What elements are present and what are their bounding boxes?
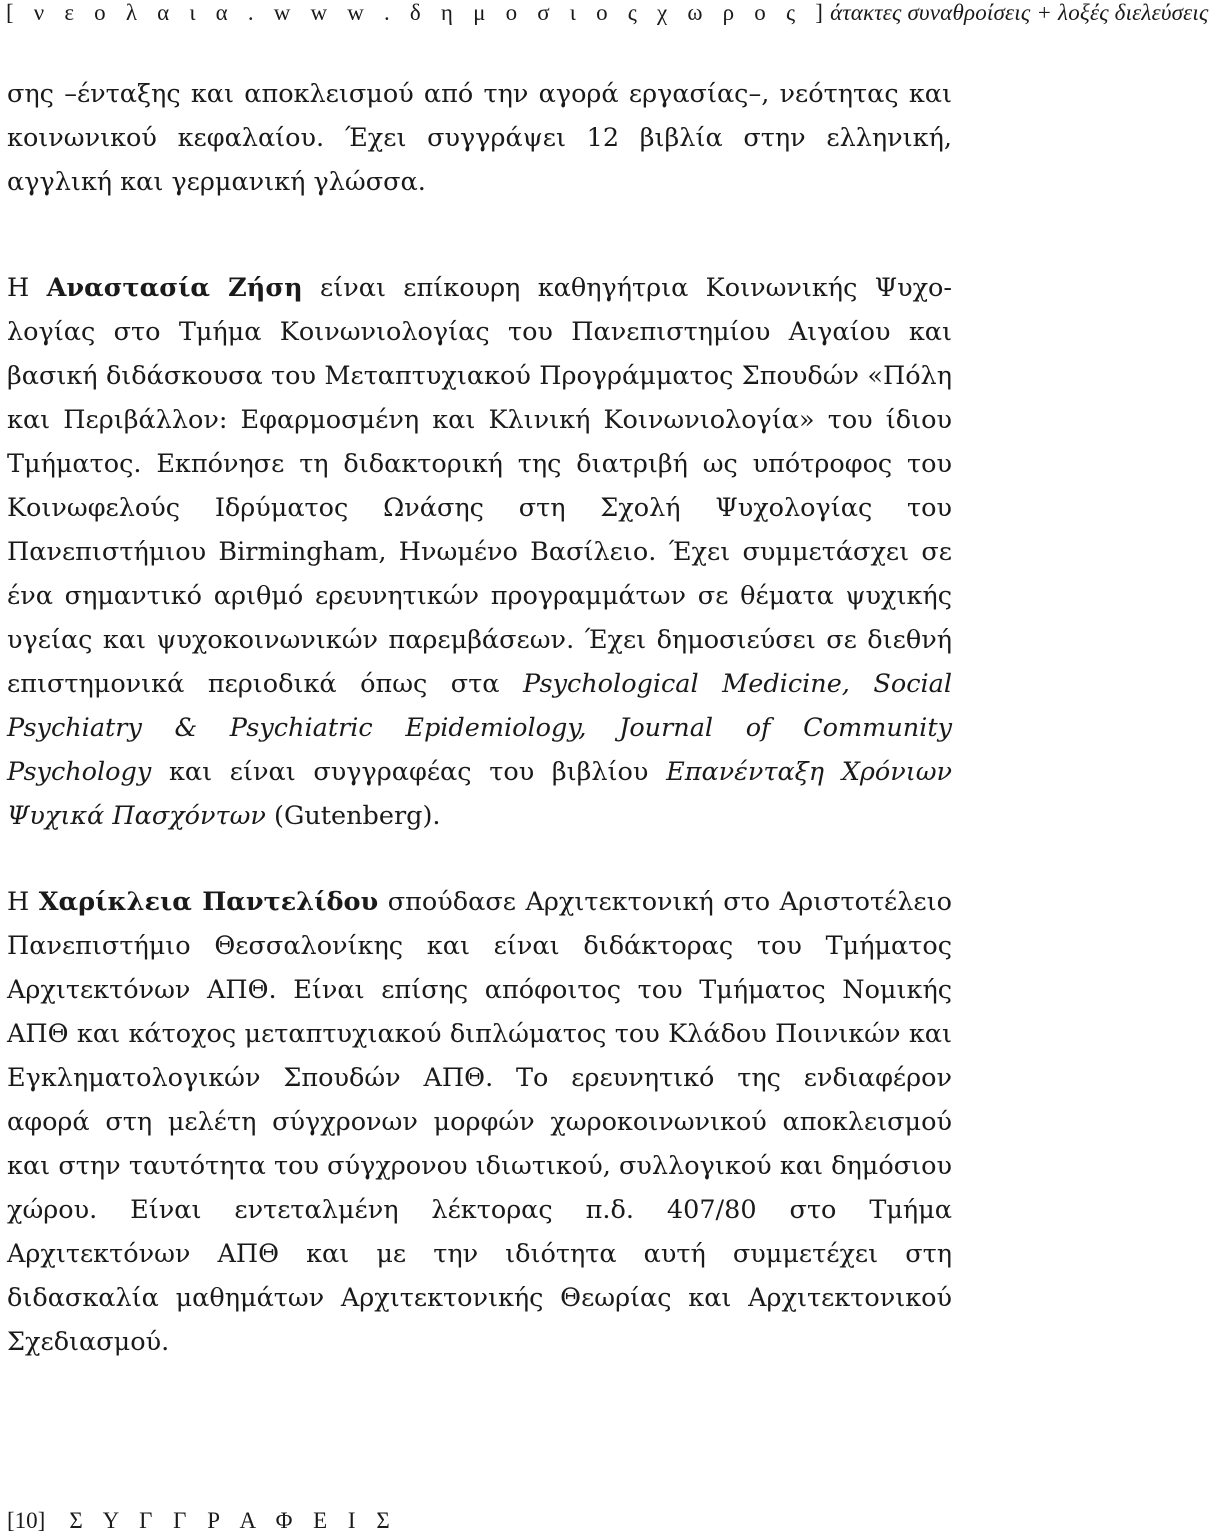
book-reference: Επανένταξη Χρόνιων Ψυχικά Πασχόντων [7,757,952,831]
paragraph [7,266,952,838]
section-title: Σ Υ Γ Γ Ρ Α Φ Ε Ι Σ [69,1508,398,1533]
paragraph-lead: Η [7,273,47,303]
paragraph-continuation [7,72,952,204]
paragraph [7,880,952,1364]
paragraph-lead: Η [7,887,39,917]
author-bio-pantelidou [7,880,952,1364]
paragraph-text: σπούδασε Αρχιτεκτονική στο Αριστοτέλειο Πανεπιστήμιο Θεσσαλονίκης και είναι διδάκτορας του Τμήματος Αρχιτεκτόνων ΑΠΘ. Είναι επίσης απόφοιτος του Τμήματος Νομικής ΑΠΘ και κάτοχος μεταπτυχιακού διπλώματος του Κλάδου Ποινικών και Εγκληματολογικών Σπουδών ΑΠΘ. Το ερευνητικό της ενδιαφέρον αφορά στη μελέτη σύγχρονων μορφών χωροκοινωνικού αποκλεισμού και στην ταυτότητα του σύγχρονου ιδιωτικού, συλλογικού και δημόσιου χώρου. Είναι εντεταλμένη λέκτορας π.δ. 407/80 στο Τμήμα Αρχιτεκτόνων ΑΠΘ και με την ιδιότητα αυτή συμμετέχει στη διδασκαλία μαθημάτων Αρχιτεκτονικής Θεωρίας και Αρχιτεκτονικού Σχεδιασμού. [7,887,952,1357]
page-footer [7,1508,397,1534]
paragraph-text: σης –ένταξης και αποκλεισμού από την αγορά εργασίας–, νεότητας και κοινωνικού κεφαλαίου. Έχει συγγράψει 12 βιβλία στην ελληνική, αγγλική και γερμανική γλώσσα. [7,79,952,197]
author-name: Χαρίκλεια Παντελίδου [38,887,379,917]
paragraph-text: (Gutenberg). [265,801,441,831]
paragraph-text: και είναι συγγραφέας του βιβλίου [151,757,667,787]
paragraph-text: είναι επίκουρη καθηγήτρια Κοινωνικής Ψυχολογίας στο Τμήμα Κοινωνιολογίας του Πανεπιστημίου Αιγαίου και βασική διδάσκουσα του Μεταπτυχιακού Προγράμματος Σπουδών «Πόλη και Περιβάλλον: Εφαρμοσμένη και Κλινική Κοινωνιολογία» του ίδιου Τμήματος. Εκπόνησε τη διδακτορική της διατριβή ως υπότροφος του Κοινωφελούς Ιδρύματος Ωνάσης στη Σχολή Ψυχολογίας του Πανεπιστήμιου Birmingham, Ηνωμένο Βασίλειο. Έχει συμμετάσχει σε ένα σημαντικό αριθμό ερευνητικών προγραμμάτων σε θέματα ψυχικής υγείας και ψυχοκοινωνικών παρεμβάσεων. Έχει δημοσιεύσει σε διεθνή επιστημονικά περιοδικά όπως στα [7,273,953,699]
book-title: άτακτες συναθροίσεις + λοξές διελεύσεις [830,0,1209,25]
author-bio-zisi [7,266,952,838]
journal-list: Psychological Medicine, Social Psychiatry & Psychiatric Epidemiology, Journal of Community Psychology [7,669,952,787]
running-head [6,0,1209,30]
series-title: [ ν ε ο λ α ι α . w w w . δ η μ ο σ ι ο ς χ ω ρ ο ς ] [6,0,831,25]
author-name: Αναστασία Ζήση [46,273,303,303]
page-number: [10] [7,1508,46,1533]
